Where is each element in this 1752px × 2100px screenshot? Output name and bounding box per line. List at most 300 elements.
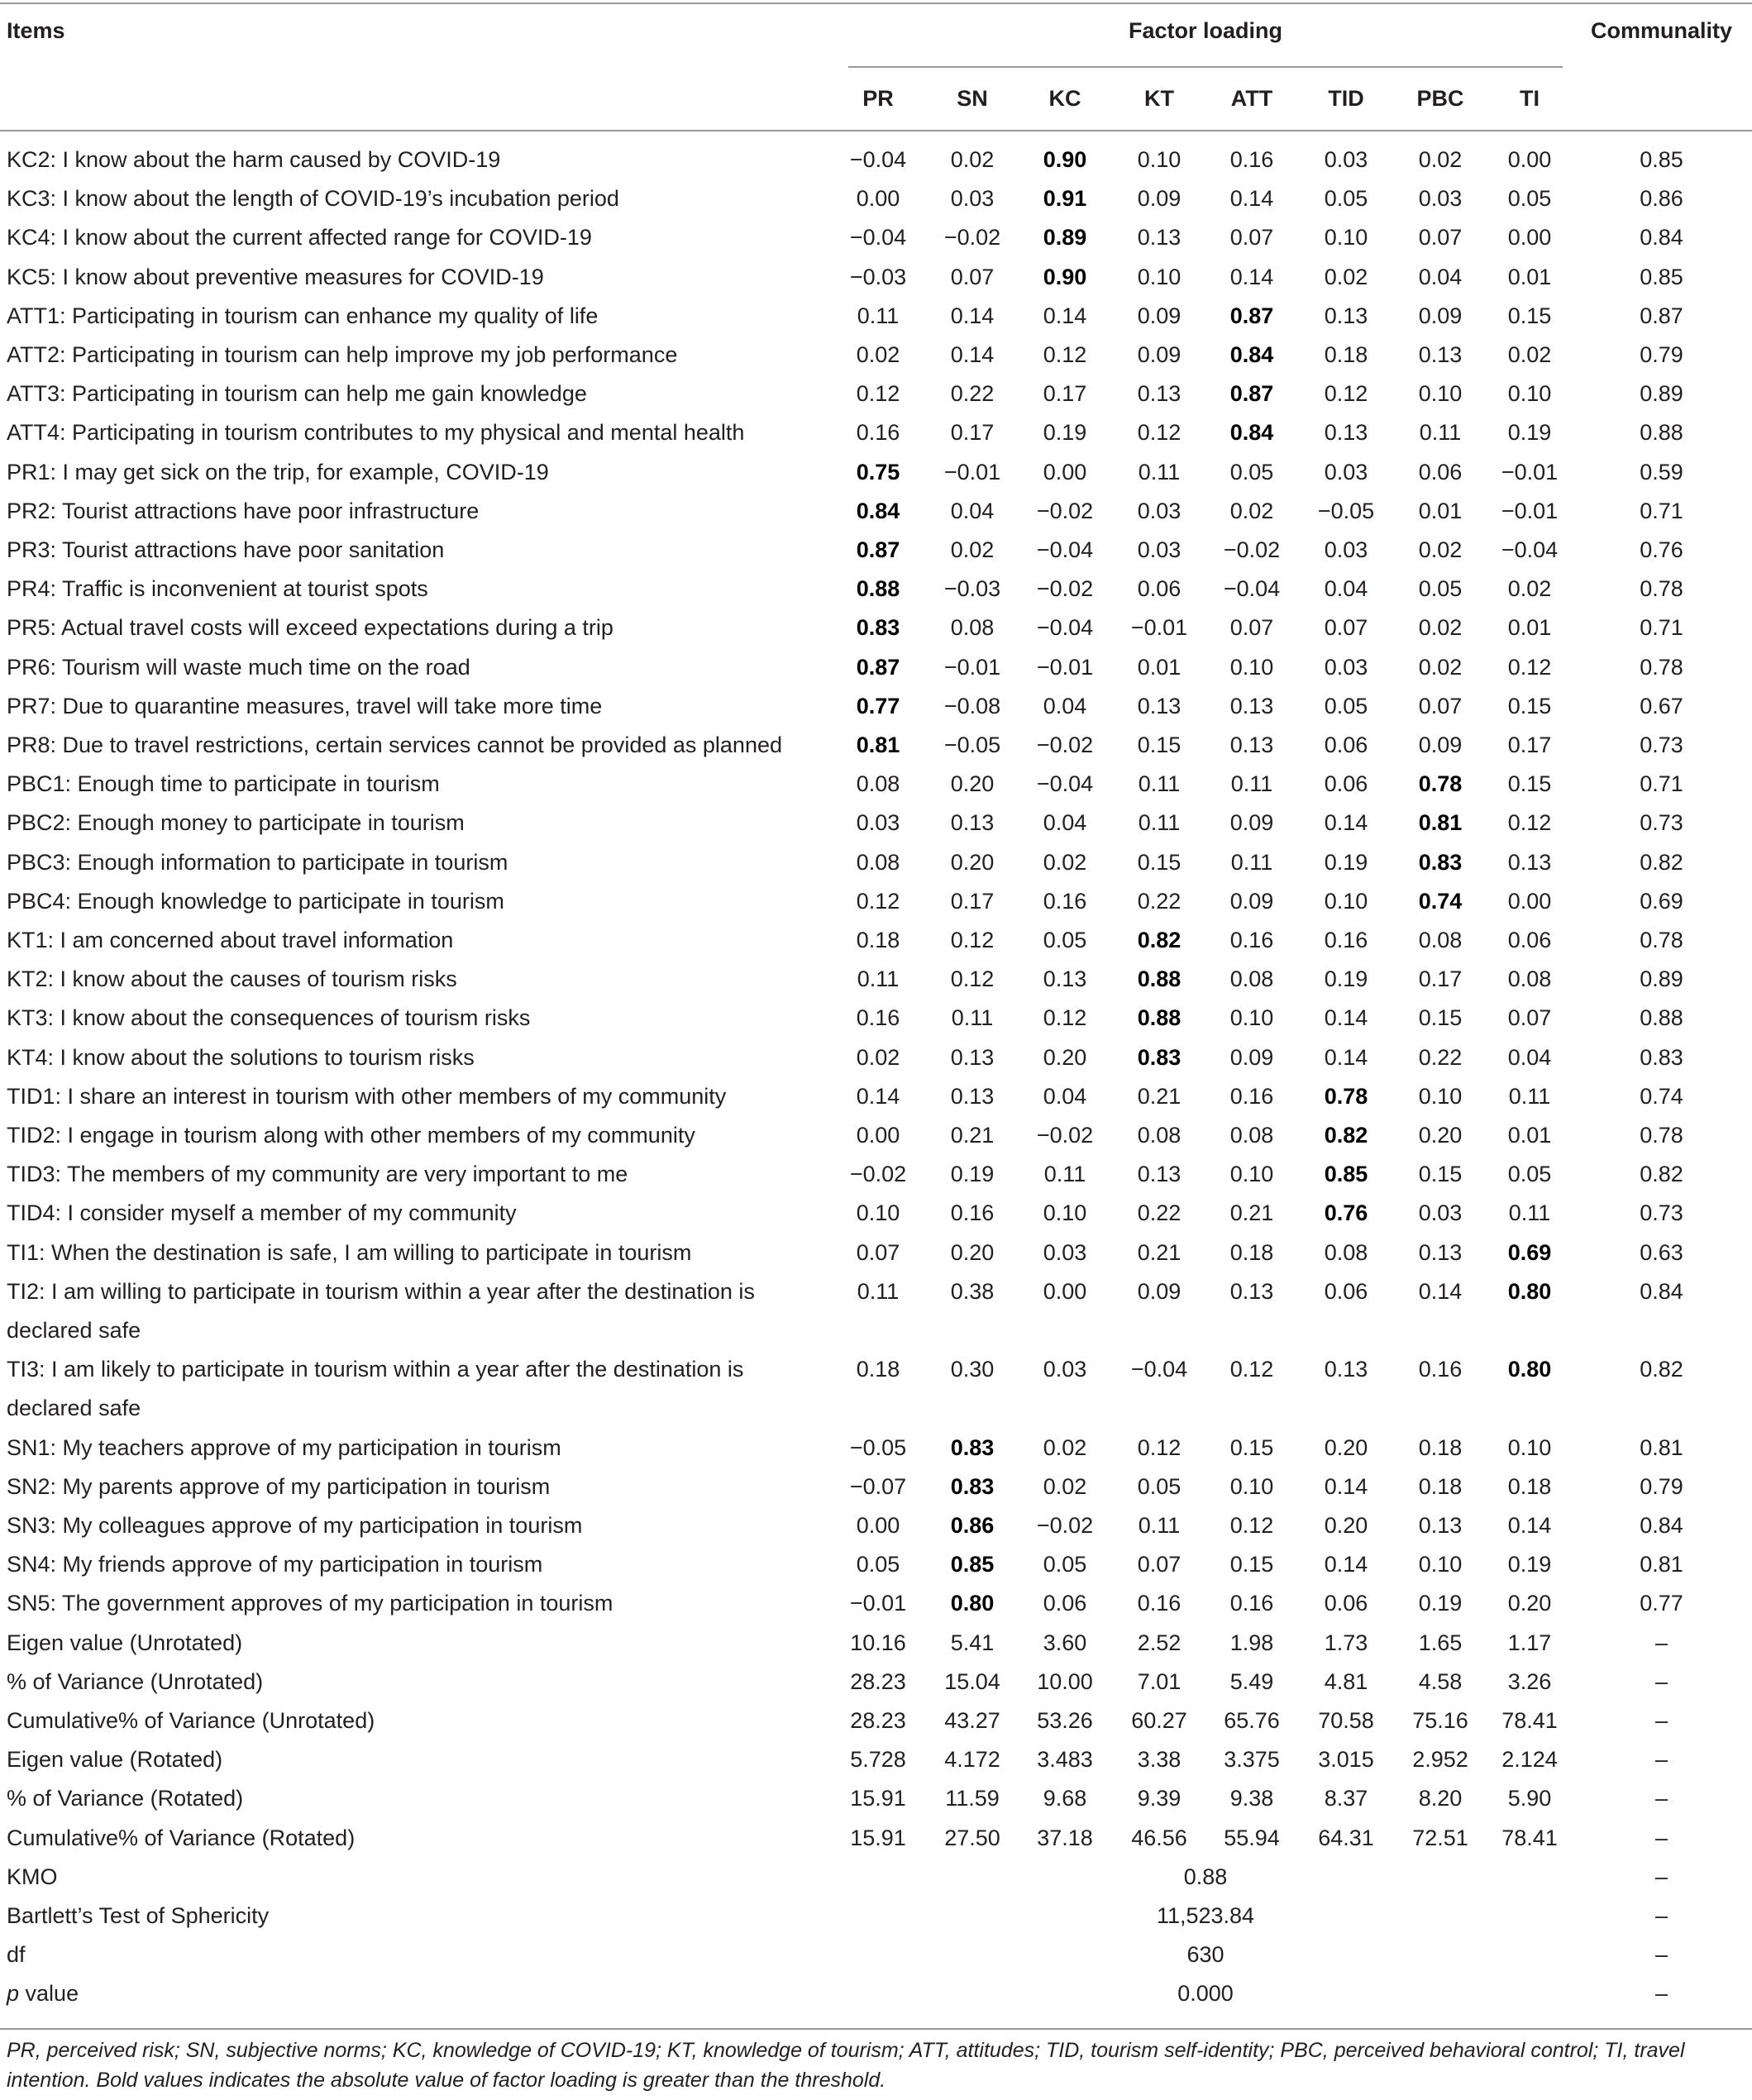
cell-communality: 0.88 [1640, 1005, 1683, 1031]
cell-ti: 0.15 [1507, 693, 1552, 718]
cell-sn: 0.17 [950, 888, 995, 914]
cell-sn: −0.01 [943, 654, 1001, 680]
cell-sn: 0.11 [951, 1005, 994, 1031]
cell-kc: 3.60 [1043, 1630, 1087, 1655]
cell-kc: 0.00 [1043, 1278, 1087, 1304]
cell-communality: 0.85 [1640, 264, 1683, 289]
cell-tid: 4.81 [1324, 1668, 1368, 1694]
cell-tid: 0.14 [1324, 810, 1368, 836]
cell-communality: – [1654, 1630, 1668, 1655]
cell-kc: −0.02 [1036, 1123, 1094, 1148]
cell-tid: 0.04 [1324, 576, 1368, 602]
cell-att: 0.11 [1230, 771, 1273, 797]
cell-tid: 0.13 [1324, 303, 1368, 328]
cell-sn: 0.83 [950, 1434, 995, 1460]
row-label: PR6: Tourism will waste much time on the road [7, 654, 470, 680]
cell-sn: 27.50 [944, 1825, 1000, 1850]
cell-kt: 0.03 [1137, 537, 1182, 562]
cell-kt: 0.88 [1137, 1005, 1182, 1031]
row-label: PBC3: Enough information to participate in tourism [7, 849, 508, 875]
cell-att: 0.14 [1229, 264, 1274, 289]
cell-sn: 0.21 [950, 1123, 995, 1148]
cell-kc: 0.17 [1043, 381, 1087, 407]
cell-tid: 0.85 [1324, 1162, 1368, 1187]
cell-pbc: 0.09 [1418, 733, 1463, 757]
cell-tid: 1.73 [1324, 1630, 1368, 1655]
cell-pbc: 8.20 [1418, 1786, 1463, 1811]
cell-pr: 0.05 [856, 1552, 900, 1577]
cell-kc: 0.00 [1043, 459, 1087, 484]
cell-att: −0.02 [1223, 537, 1281, 562]
cell-ti: 0.14 [1507, 1513, 1552, 1538]
cell-pbc: 0.11 [1419, 420, 1462, 446]
cell-att: 0.12 [1229, 1513, 1274, 1538]
cell-kt: 0.22 [1137, 888, 1182, 914]
cell-kt: 7.01 [1137, 1668, 1182, 1694]
cell-kt: 0.07 [1137, 1552, 1182, 1577]
cell-ti: 0.05 [1507, 1162, 1552, 1187]
cell-kc: 0.90 [1043, 264, 1087, 289]
cell-communality: 0.78 [1640, 928, 1683, 952]
cell-communality: – [1654, 1942, 1668, 1968]
cell-sn: 0.13 [950, 1044, 995, 1070]
cell-pr: 0.16 [856, 1005, 900, 1031]
cell-pr: 0.11 [857, 1278, 900, 1304]
cell-ti: 5.90 [1507, 1786, 1552, 1811]
cell-pr: −0.07 [849, 1473, 907, 1499]
cell-sn: 4.172 [944, 1747, 1000, 1773]
summary-label: KMO [7, 1864, 58, 1889]
row-label: PR5: Actual travel costs will exceed expectations during a trip [7, 615, 613, 641]
cell-ti: −0.01 [1501, 459, 1559, 484]
cell-att: 0.12 [1229, 1357, 1274, 1382]
cell-pr: 0.00 [856, 186, 900, 212]
cell-kc: 0.11 [1043, 1162, 1086, 1187]
cell-ti: 3.26 [1507, 1668, 1552, 1694]
cell-communality: 0.85 [1640, 147, 1683, 172]
cell-pbc: 0.02 [1418, 537, 1463, 562]
cell-kt: 0.13 [1137, 225, 1182, 251]
cell-pbc: 0.08 [1418, 928, 1463, 952]
cell-kt: 0.09 [1137, 1278, 1182, 1304]
cell-ti: 0.08 [1507, 966, 1552, 992]
cell-pbc: 0.10 [1418, 1083, 1463, 1109]
cell-pr: −0.04 [849, 147, 907, 172]
cell-kc: 0.14 [1043, 303, 1087, 328]
header-items: Items [7, 18, 65, 43]
cell-tid: 0.18 [1324, 342, 1368, 367]
cell-kt: 0.83 [1137, 1044, 1182, 1070]
row-label: PR1: I may get sick on the trip, for example, COVID-19 [7, 459, 549, 484]
cell-communality: 0.67 [1640, 693, 1683, 718]
cell-pbc: 0.02 [1418, 654, 1463, 680]
cell-pr: 0.03 [856, 810, 900, 836]
cell-sn: 0.04 [950, 498, 995, 523]
cell-kt: 0.11 [1138, 1513, 1181, 1538]
cell-pr: 0.11 [857, 966, 900, 992]
cell-communality: 0.81 [1640, 1434, 1683, 1460]
cell-communality: 0.79 [1640, 342, 1683, 367]
cell-pbc: 0.18 [1418, 1434, 1463, 1460]
cell-kt: 0.88 [1137, 966, 1182, 992]
cell-kc: 0.06 [1043, 1591, 1087, 1616]
cell-att: 9.38 [1229, 1786, 1274, 1811]
cell-pbc: 75.16 [1412, 1708, 1468, 1733]
cell-kc: 0.04 [1043, 810, 1087, 836]
cell-tid: 0.03 [1324, 537, 1368, 562]
cell-kc: 0.02 [1043, 1473, 1087, 1499]
cell-kc: 0.89 [1043, 225, 1087, 251]
row-label: KT3: I know about the consequences of tourism risks [7, 1005, 531, 1031]
cell-communality: – [1654, 1864, 1668, 1889]
cell-sn: 0.12 [950, 966, 995, 992]
cell-pr: 0.08 [856, 771, 900, 797]
cell-att: 0.09 [1229, 888, 1274, 914]
cell-sn: 0.14 [950, 342, 995, 367]
cell-kc: 0.16 [1043, 888, 1087, 914]
cell-kt: 0.11 [1138, 771, 1181, 797]
cell-communality: 0.59 [1640, 459, 1683, 484]
cell-att: 0.13 [1229, 693, 1274, 718]
cell-att: 0.08 [1229, 1123, 1274, 1148]
cell-sn: 0.02 [950, 147, 995, 172]
row-label: TI3: I am likely to participate in tourism within a year after the destination is declared safe [7, 1357, 744, 1421]
cell-tid: 0.06 [1324, 733, 1368, 757]
cell-kt: −0.04 [1130, 1357, 1188, 1382]
cell-pr: 0.10 [856, 1200, 900, 1226]
cell-communality: – [1654, 1903, 1668, 1928]
cell-ti: 0.00 [1507, 225, 1552, 251]
row-label: KT4: I know about the solutions to tourism risks [7, 1044, 475, 1070]
summary-label: df [7, 1942, 26, 1968]
cell-communality: 0.73 [1640, 810, 1683, 836]
cell-kt: 0.11 [1138, 810, 1181, 836]
cell-tid: 0.06 [1324, 771, 1368, 797]
cell-tid: 0.13 [1324, 1357, 1368, 1382]
cell-pr: 0.12 [856, 381, 900, 407]
row-label: % of Variance (Rotated) [7, 1786, 244, 1811]
cell-tid: 0.03 [1324, 147, 1368, 172]
cell-ti: 1.17 [1507, 1630, 1552, 1655]
row-label: PR8: Due to travel restrictions, certain services cannot be provided as planned [7, 733, 782, 757]
cell-communality: 0.87 [1640, 303, 1683, 328]
cell-kc: 0.02 [1043, 849, 1087, 875]
cell-kc: −0.04 [1036, 615, 1094, 641]
cell-att: 0.21 [1229, 1200, 1274, 1226]
cell-pbc: 2.952 [1412, 1747, 1468, 1773]
table-bottom-rule [0, 2028, 1752, 2030]
cell-att: −0.04 [1223, 576, 1281, 602]
cell-att: 55.94 [1224, 1825, 1280, 1850]
cell-kt: 0.16 [1137, 1591, 1182, 1616]
cell-kt: 0.22 [1137, 1200, 1182, 1226]
cell-ti: 0.02 [1507, 342, 1552, 367]
cell-sn: −0.03 [943, 576, 1001, 602]
cell-communality: – [1654, 1825, 1668, 1850]
cell-pr: 0.14 [856, 1083, 900, 1109]
cell-tid: 0.02 [1324, 264, 1368, 289]
cell-tid: 0.14 [1324, 1473, 1368, 1499]
cell-tid: 0.76 [1324, 1200, 1368, 1226]
cell-kc: −0.01 [1036, 654, 1094, 680]
cell-att: 0.11 [1230, 849, 1273, 875]
cell-sn: 0.22 [950, 381, 995, 407]
cell-pr: 0.83 [856, 615, 900, 641]
cell-kt: 0.13 [1137, 693, 1182, 718]
cell-kc: 0.02 [1043, 1434, 1087, 1460]
cell-pbc: 0.02 [1418, 147, 1463, 172]
cell-kt: 0.10 [1137, 147, 1182, 172]
row-label: KC2: I know about the harm caused by COVID-19 [7, 147, 501, 172]
cell-communality: 0.86 [1640, 186, 1683, 212]
cell-ti: 78.41 [1501, 1825, 1558, 1850]
cell-att: 0.16 [1229, 1591, 1274, 1616]
cell-sn: 0.83 [950, 1473, 995, 1499]
cell-sn: 0.08 [950, 615, 995, 641]
cell-communality: 0.71 [1640, 498, 1683, 523]
cell-pbc: 0.05 [1418, 576, 1463, 602]
cell-pr: −0.02 [849, 1162, 907, 1187]
cell-pr: 0.07 [856, 1239, 900, 1265]
cell-pbc: 0.78 [1418, 771, 1463, 797]
row-label: SN1: My teachers approve of my participation in tourism [7, 1434, 561, 1460]
cell-att: 0.07 [1229, 615, 1274, 641]
cell-tid: 70.58 [1318, 1708, 1374, 1733]
cell-pbc: 72.51 [1412, 1825, 1468, 1850]
cell-ti: 0.07 [1507, 1005, 1552, 1031]
cell-kt: 0.09 [1137, 186, 1182, 212]
cell-att: 0.18 [1229, 1239, 1274, 1265]
cell-pr: 0.77 [856, 693, 900, 718]
cell-pbc: 0.03 [1418, 1200, 1463, 1226]
cell-kc: −0.04 [1036, 537, 1094, 562]
cell-ti: −0.01 [1501, 498, 1559, 523]
cell-pbc: 0.09 [1418, 303, 1463, 328]
cell-kt: 60.27 [1131, 1708, 1187, 1733]
cell-sn: −0.08 [943, 693, 1001, 718]
cell-tid: 0.20 [1324, 1434, 1368, 1460]
cell-ti: 0.13 [1507, 849, 1552, 875]
cell-communality: 0.69 [1640, 888, 1683, 914]
cell-att: 3.375 [1224, 1747, 1280, 1773]
cell-communality: 0.82 [1640, 849, 1683, 875]
cell-tid: 0.03 [1324, 459, 1368, 484]
header-factor-loading: Factor loading [1128, 18, 1282, 43]
cell-pbc: 0.04 [1418, 264, 1463, 289]
cell-communality: 0.84 [1640, 225, 1683, 251]
cell-att: 0.16 [1229, 147, 1274, 172]
cell-kt: −0.01 [1130, 615, 1188, 641]
cell-tid: 0.14 [1324, 1005, 1368, 1031]
cell-ti: 0.15 [1507, 303, 1552, 328]
row-label: TID3: The members of my community are very important to me [7, 1162, 628, 1187]
row-label: SN3: My colleagues approve of my participation in tourism [7, 1513, 583, 1538]
cell-pbc: 0.07 [1418, 225, 1463, 251]
cell-kt: 0.12 [1137, 420, 1182, 446]
cell-pr: 0.12 [856, 888, 900, 914]
cell-pr: 0.84 [856, 498, 900, 523]
cell-att: 5.49 [1229, 1668, 1274, 1694]
cell-kt: 2.52 [1137, 1630, 1182, 1655]
cell-kc: 0.12 [1043, 1005, 1087, 1031]
cell-tid: 0.05 [1324, 693, 1368, 718]
cell-communality: – [1654, 1981, 1668, 2007]
table-footnote: PR, perceived risk; SN, subjective norms; KC, knowledge of COVID-19; KT, knowledge of tourism; ATT, attitudes; TID, tourism self-identity; PBC, perceived behavioral control; TI, travel intention. Bold values indicates the absolute value of factor loading is greater than the threshold. [7, 2039, 1685, 2092]
cell-communality: 0.89 [1640, 381, 1683, 407]
cell-att: 0.10 [1229, 1005, 1274, 1031]
summary-value: 0.000 [1177, 1981, 1234, 2007]
cell-pr: 0.87 [856, 654, 900, 680]
cell-kt: 0.15 [1137, 849, 1182, 875]
cell-pr: 0.08 [856, 849, 900, 875]
column-header-pr: PR [862, 86, 894, 111]
row-label: ATT1: Participating in tourism can enhance my quality of life [7, 303, 599, 328]
cell-communality: – [1654, 1747, 1668, 1773]
cell-pr: −0.03 [849, 264, 907, 289]
row-label: TID4: I consider myself a member of my community [7, 1200, 517, 1226]
cell-kt: 0.13 [1137, 1162, 1182, 1187]
cell-pbc: 0.19 [1418, 1591, 1463, 1616]
cell-pr: 0.81 [856, 733, 900, 757]
cell-tid: 0.19 [1324, 849, 1368, 875]
cell-tid: 0.14 [1324, 1552, 1368, 1577]
cell-kc: 0.04 [1043, 693, 1087, 718]
row-label: Cumulative% of Variance (Unrotated) [7, 1708, 375, 1733]
cell-pbc: 0.22 [1418, 1044, 1463, 1070]
cell-att: 0.09 [1229, 810, 1274, 836]
cell-communality: 0.82 [1640, 1162, 1683, 1187]
cell-ti: 0.80 [1507, 1278, 1552, 1304]
cell-ti: 0.11 [1508, 1200, 1551, 1226]
cell-ti: 0.18 [1507, 1473, 1552, 1499]
cell-pbc: 0.16 [1418, 1357, 1463, 1382]
cell-pbc: 0.20 [1418, 1123, 1463, 1148]
cell-communality: – [1654, 1786, 1668, 1811]
cell-kt: 0.12 [1137, 1434, 1182, 1460]
cell-pbc: 0.03 [1418, 186, 1463, 212]
cell-kc: −0.02 [1036, 1513, 1094, 1538]
row-label: TI1: When the destination is safe, I am willing to participate in tourism [7, 1239, 692, 1265]
row-label: KC4: I know about the current affected range for COVID-19 [7, 225, 592, 251]
cell-pr: 28.23 [850, 1708, 906, 1733]
column-header-tid: TID [1328, 86, 1364, 111]
cell-tid: 64.31 [1318, 1825, 1374, 1850]
cell-kc: 0.12 [1043, 342, 1087, 367]
cell-sn: 0.16 [950, 1200, 995, 1226]
cell-ti: 0.15 [1507, 771, 1552, 797]
cell-sn: 15.04 [944, 1668, 1000, 1694]
cell-tid: 0.20 [1324, 1513, 1368, 1538]
cell-tid: 0.12 [1324, 381, 1368, 407]
row-label: PBC4: Enough knowledge to participate in tourism [7, 888, 504, 914]
cell-tid: 0.07 [1324, 615, 1368, 641]
cell-ti: 0.02 [1507, 576, 1552, 602]
cell-ti: 78.41 [1501, 1708, 1558, 1733]
cell-kt: 0.06 [1137, 576, 1182, 602]
cell-pr: 15.91 [850, 1825, 906, 1850]
cell-ti: 0.01 [1507, 615, 1552, 641]
cell-att: 0.09 [1229, 1044, 1274, 1070]
cell-pr: −0.05 [849, 1434, 907, 1460]
cell-pr: 0.11 [857, 303, 900, 328]
summary-value: 11,523.84 [1156, 1903, 1255, 1928]
cell-ti: 0.19 [1507, 420, 1552, 446]
cell-tid: 0.06 [1324, 1591, 1368, 1616]
cell-pr: 0.88 [856, 576, 900, 602]
cell-communality: 0.71 [1640, 771, 1683, 797]
cell-ti: 0.00 [1507, 888, 1552, 914]
cell-tid: 8.37 [1324, 1786, 1368, 1811]
cell-pr: 5.728 [850, 1747, 906, 1773]
cell-sn: 0.07 [950, 264, 995, 289]
cell-pbc: 0.13 [1418, 1239, 1463, 1265]
cell-pr: 0.00 [856, 1513, 900, 1538]
cell-kc: 0.91 [1043, 186, 1087, 212]
cell-ti: 2.124 [1501, 1747, 1558, 1773]
cell-att: 0.10 [1229, 1473, 1274, 1499]
cell-sn: 0.80 [950, 1591, 995, 1616]
cell-communality: 0.76 [1640, 537, 1683, 562]
cell-kt: 0.01 [1137, 654, 1182, 680]
cell-pbc: 0.06 [1418, 459, 1463, 484]
cell-communality: 0.88 [1640, 420, 1683, 446]
cell-kt: 9.39 [1137, 1786, 1182, 1811]
cell-pbc: 0.15 [1418, 1005, 1463, 1031]
cell-att: 0.84 [1229, 420, 1274, 446]
cell-kc: −0.04 [1036, 771, 1094, 797]
cell-kt: 0.21 [1137, 1083, 1182, 1109]
cell-ti: 0.01 [1507, 1123, 1552, 1148]
cell-tid: 0.10 [1324, 888, 1368, 914]
row-label: KT1: I am concerned about travel information [7, 928, 454, 952]
cell-att: 0.14 [1229, 186, 1274, 212]
cell-pr: −0.01 [849, 1591, 907, 1616]
row-label: PR2: Tourist attractions have poor infrastructure [7, 498, 480, 523]
cell-tid: 0.19 [1324, 966, 1368, 992]
cell-sn: −0.05 [943, 733, 1001, 757]
row-label: Eigen value (Rotated) [7, 1747, 223, 1773]
cell-pbc: 0.13 [1418, 342, 1463, 367]
cell-pbc: 1.65 [1418, 1630, 1463, 1655]
row-label: PBC1: Enough time to participate in tourism [7, 771, 440, 797]
cell-pbc: 0.81 [1418, 810, 1463, 836]
row-label: PR4: Traffic is inconvenient at tourist spots [7, 576, 428, 602]
cell-tid: 0.06 [1324, 1278, 1368, 1304]
cell-att: 0.87 [1229, 303, 1274, 328]
cell-pbc: 0.07 [1418, 693, 1463, 718]
cell-communality: 0.89 [1640, 966, 1683, 992]
cell-att: 0.10 [1229, 654, 1274, 680]
cell-att: 0.13 [1229, 733, 1274, 757]
cell-att: 0.05 [1229, 459, 1274, 484]
cell-sn: 0.03 [950, 186, 995, 212]
column-header-sn: SN [957, 86, 988, 111]
cell-communality: 0.78 [1640, 654, 1683, 680]
cell-sn: 43.27 [944, 1708, 1000, 1733]
cell-tid: −0.05 [1317, 498, 1375, 523]
cell-att: 0.10 [1229, 1162, 1274, 1187]
row-label: SN5: The government approves of my participation in tourism [7, 1591, 613, 1616]
cell-pbc: 0.13 [1418, 1513, 1463, 1538]
cell-tid: 0.08 [1324, 1239, 1368, 1265]
cell-pr: 0.18 [856, 928, 900, 952]
summary-value: 0.88 [1183, 1864, 1228, 1889]
cell-sn: 0.19 [950, 1162, 995, 1187]
cell-pr: 0.18 [856, 1357, 900, 1382]
cell-kt: 0.13 [1137, 381, 1182, 407]
cell-communality: 0.74 [1640, 1083, 1683, 1109]
row-label: ATT3: Participating in tourism can help me gain knowledge [7, 381, 587, 407]
